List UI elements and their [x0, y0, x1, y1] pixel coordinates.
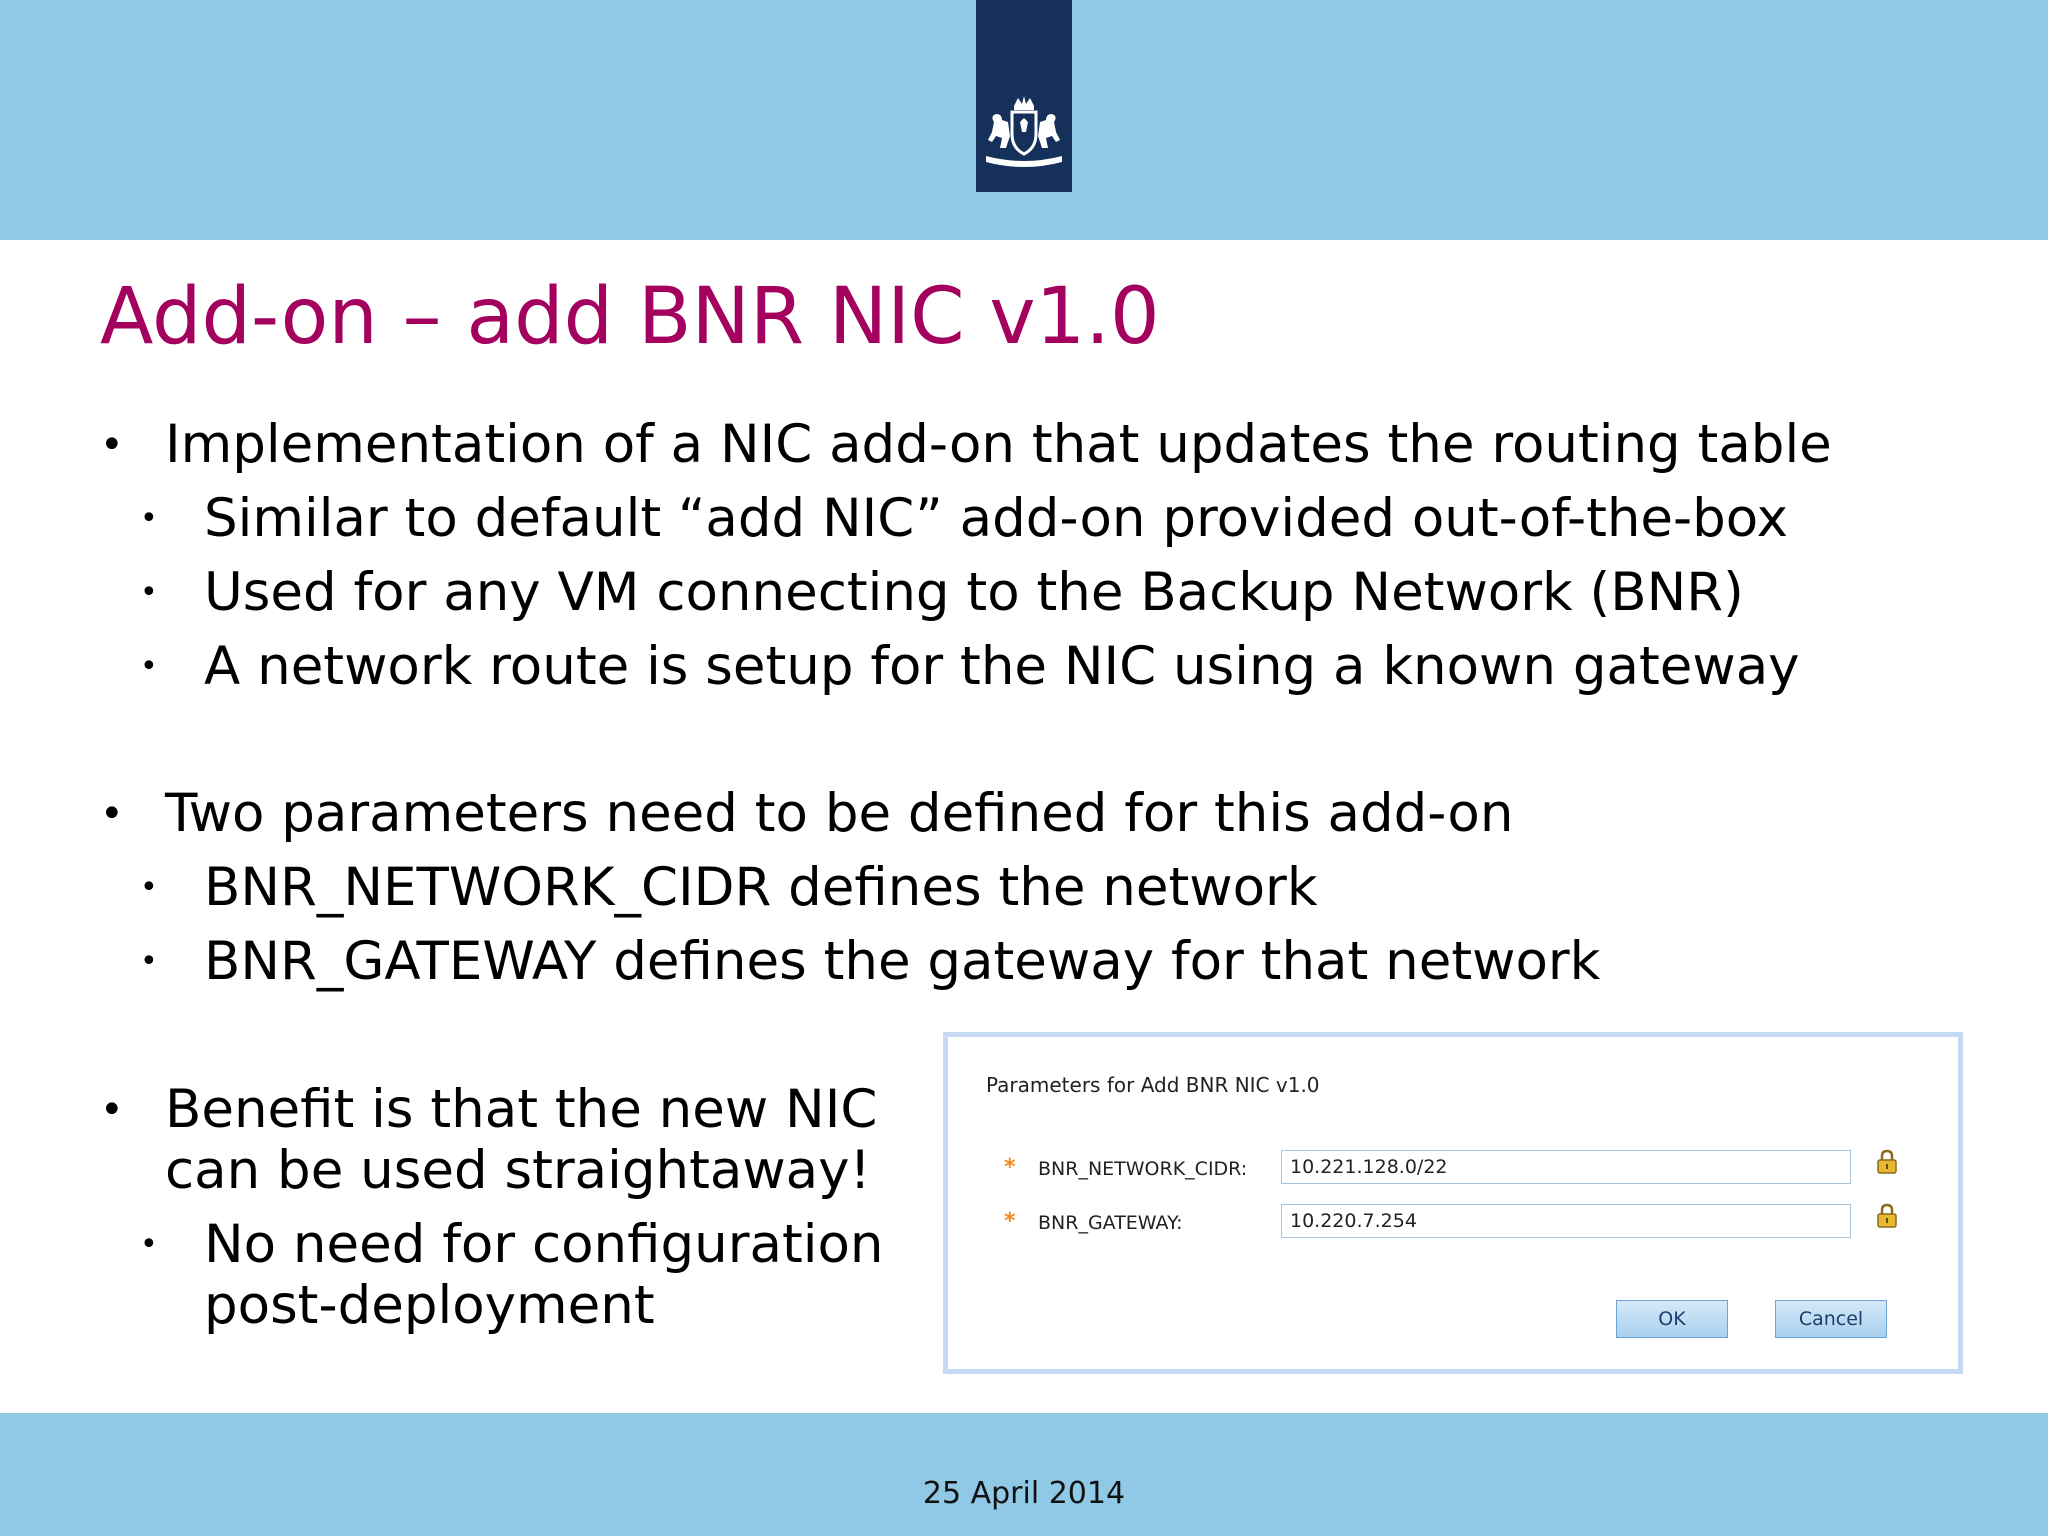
sub-bullet-dot: • [140, 649, 158, 684]
bnr-gateway-field[interactable] [1281, 1204, 1851, 1238]
sub-bullet-text: BNR_GATEWAY defines the gateway for that network [204, 931, 1601, 992]
logo-block [976, 0, 1072, 192]
slide-title: Add-on – add BNR NIC v1.0 [100, 272, 1160, 362]
required-marker: * [1004, 1209, 1016, 1234]
footer-date: 25 April 2014 [922, 1476, 1126, 1511]
sub-bullet-dot: • [140, 1227, 158, 1262]
bullet-text: Implementation of a NIC add-on that updates the routing table [165, 414, 1832, 475]
sub-bullet-text: BNR_NETWORK_CIDR defines the network [204, 857, 1318, 918]
sub-bullet-dot: • [140, 944, 158, 979]
bullet-text: Two parameters need to be defined for this add-on [165, 783, 1514, 844]
sub-bullet-text: post-deployment [204, 1275, 655, 1336]
lock-icon [1876, 1149, 1898, 1175]
bullet-dot: • [100, 1087, 124, 1133]
coat-of-arms-logo-icon [976, 92, 1072, 178]
ok-button[interactable]: OK [1616, 1300, 1728, 1338]
bullet-text: Benefit is that the new NIC [165, 1079, 878, 1140]
sub-bullet-text: A network route is setup for the NIC using a known gateway [204, 636, 1800, 697]
parameters-dialog [943, 1032, 1963, 1374]
lock-icon [1876, 1203, 1898, 1229]
sub-bullet-dot: • [140, 501, 158, 536]
bnr-gateway-label: BNR_GATEWAY: [1038, 1212, 1183, 1234]
sub-bullet-text: Similar to default “add NIC” add-on provided out-of-the-box [204, 488, 1788, 549]
footer-band [0, 1413, 2048, 1536]
bullet-dot: • [100, 791, 124, 837]
required-marker: * [1004, 1155, 1016, 1180]
sub-bullet-text: Used for any VM connecting to the Backup Network (BNR) [204, 562, 1744, 623]
bullet-dot: • [100, 422, 124, 468]
sub-bullet-text: No need for configuration [204, 1214, 884, 1275]
bnr-network-cidr-field[interactable] [1281, 1150, 1851, 1184]
bullet-text: can be used straightaway! [165, 1140, 871, 1201]
sub-bullet-dot: • [140, 575, 158, 610]
sub-bullet-dot: • [140, 870, 158, 905]
cancel-button[interactable]: Cancel [1775, 1300, 1887, 1338]
bnr-network-cidr-label: BNR_NETWORK_CIDR: [1038, 1158, 1248, 1180]
dialog-title: Parameters for Add BNR NIC v1.0 [986, 1073, 1320, 1097]
